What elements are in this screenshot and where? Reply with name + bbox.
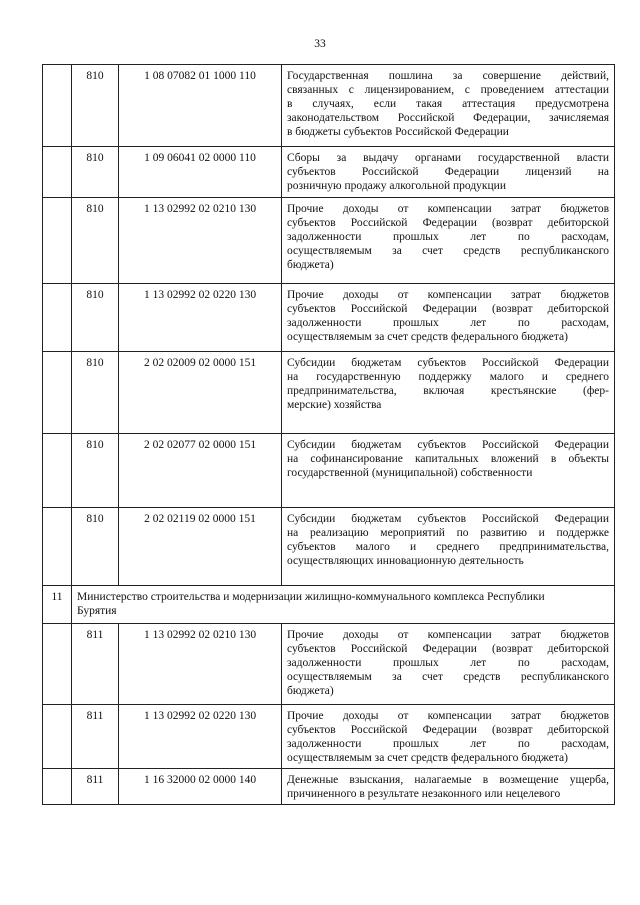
revenue-description: [282, 769, 615, 805]
number-cell: [43, 65, 72, 147]
number-cell: [43, 352, 72, 434]
revenue-description: [282, 147, 615, 198]
table-row: [43, 147, 615, 198]
text-line: в случаях, если такая аттестация предусмотрена: [287, 98, 609, 110]
revenue-code: 1 16 32000 02 0000 140: [119, 769, 282, 805]
text-line: государственной (муниципальной) собственности: [287, 467, 533, 479]
text-line: субъектов Российской Федерации (возврат дебиторской: [287, 303, 609, 315]
number-cell: [43, 284, 72, 352]
ministry-row: [43, 586, 615, 624]
revenue-description: [282, 284, 615, 352]
text-line: розничную продажу алкогольной продукции: [287, 180, 506, 192]
table-row: [43, 705, 615, 769]
table-row: [43, 508, 615, 586]
table-row: [43, 198, 615, 284]
administrator-code: 810: [72, 65, 119, 147]
administrator-code: 810: [72, 508, 119, 586]
table-row: [43, 352, 615, 434]
number-cell: [43, 434, 72, 508]
table-row: [43, 769, 615, 805]
revenue-code: 2 02 02119 02 0000 151: [119, 508, 282, 586]
revenue-description: [282, 65, 615, 147]
administrator-code: 811: [72, 624, 119, 705]
text-line: причиненного в результате незаконного или нецелевого: [287, 788, 561, 800]
revenue-code: 1 13 02992 02 0220 130: [119, 284, 282, 352]
text-line: Субсидии бюджетам субъектов Российской Федерации: [287, 513, 609, 525]
text-line: Прочие доходы от компенсации затрат бюджетов: [287, 710, 609, 722]
number-cell: [43, 508, 72, 586]
text-line: на софинансирование капитальных вложений в объекты: [287, 453, 609, 465]
revenue-description: [282, 705, 615, 769]
revenue-code: 1 13 02992 02 0210 130: [119, 198, 282, 284]
revenue-code: 1 08 07082 01 1000 110: [119, 65, 282, 147]
revenue-code: 1 13 02992 02 0220 130: [119, 705, 282, 769]
revenue-code: 2 02 02077 02 0000 151: [119, 434, 282, 508]
administrator-code: 810: [72, 434, 119, 508]
revenue-code: 2 02 02009 02 0000 151: [119, 352, 282, 434]
text-line: Денежные взыскания, налагаемые в возмещение ущерба,: [287, 774, 609, 786]
text-line: Прочие доходы от компенсации затрат бюджетов: [287, 629, 609, 641]
text-line: Субсидии бюджетам субъектов Российской Федерации: [287, 357, 609, 369]
text-line: субъектов Российской Федерации (возврат дебиторской: [287, 643, 609, 655]
text-line: Субсидии бюджетам субъектов Российской Федерации: [287, 439, 609, 451]
revenue-description: [282, 434, 615, 508]
text-line: на государственную поддержку малого и среднего: [287, 371, 609, 383]
revenue-description: [282, 624, 615, 705]
text-line: законодательством Российской Федерации, зачисляемая: [287, 112, 609, 124]
text-line: Государственная пошлина за совершение действий,: [287, 70, 609, 82]
revenue-classification-table: [42, 64, 615, 805]
text-line: субъектов малого и среднего предпринимательства,: [287, 541, 609, 553]
administrator-code: 810: [72, 198, 119, 284]
ministry-name: [72, 586, 615, 624]
text-line: осуществляемым за счет средств федерального бюджета): [287, 752, 568, 764]
revenue-code: 1 13 02992 02 0210 130: [119, 624, 282, 705]
administrator-code: 810: [72, 352, 119, 434]
number-cell: [43, 198, 72, 284]
text-line: субъектов Российской Федерации (возврат дебиторской: [287, 217, 609, 229]
text-line: задолженности прошлых лет по расходам,: [287, 231, 609, 243]
administrator-code: 810: [72, 284, 119, 352]
text-line: осуществляемым за счет средств республиканского: [287, 671, 609, 683]
text-line: субъектов Российской Федерации (возврат дебиторской: [287, 724, 609, 736]
table-body: [43, 65, 615, 805]
text-line: задолженности прошлых лет по расходам,: [287, 657, 609, 669]
text-line: задолженности прошлых лет по расходам,: [287, 738, 609, 750]
number-cell: [43, 769, 72, 805]
text-line: в бюджеты субъектов Российской Федерации: [287, 126, 509, 138]
text-line: связанных с лицензированием, с проведением аттестации: [287, 84, 609, 96]
text-line: Бурятия: [77, 605, 117, 617]
table-row: [43, 624, 615, 705]
text-line: Сборы за выдачу органами государственной власти: [287, 152, 609, 164]
text-line: бюджета): [287, 685, 334, 697]
text-line: предпринимательства, включая крестьянские (фер-: [287, 385, 609, 397]
administrator-code: 811: [72, 705, 119, 769]
text-line: осуществляемым за счет средств федерального бюджета): [287, 331, 568, 343]
revenue-description: [282, 198, 615, 284]
text-line: субъектов Российской Федерации лицензий на: [287, 166, 609, 178]
text-line: Прочие доходы от компенсации затрат бюджетов: [287, 289, 609, 301]
number-cell: [43, 624, 72, 705]
text-line: задолженности прошлых лет по расходам,: [287, 317, 609, 329]
text-line: мерские) хозяйства: [287, 399, 382, 411]
page-number: 33: [314, 38, 326, 50]
table-row: [43, 65, 615, 147]
table-row: [43, 434, 615, 508]
administrator-code: 810: [72, 147, 119, 198]
text-line: Министерство строительства и модернизации жилищно-коммунального комплекса Республики: [77, 591, 545, 603]
text-line: бюджета): [287, 259, 334, 271]
text-line: осуществляющих инновационную деятельность: [287, 555, 524, 567]
administrator-code: 811: [72, 769, 119, 805]
text-line: осуществляемым за счет средств республиканского: [287, 245, 609, 257]
table-row: [43, 284, 615, 352]
number-cell: [43, 705, 72, 769]
text-line: Прочие доходы от компенсации затрат бюджетов: [287, 203, 609, 215]
number-cell: [43, 147, 72, 198]
revenue-description: [282, 352, 615, 434]
ministry-number: 11: [43, 586, 72, 624]
text-line: на реализацию мероприятий по развитию и поддержке: [287, 527, 609, 539]
revenue-code: 1 09 06041 02 0000 110: [119, 147, 282, 198]
revenue-description: [282, 508, 615, 586]
